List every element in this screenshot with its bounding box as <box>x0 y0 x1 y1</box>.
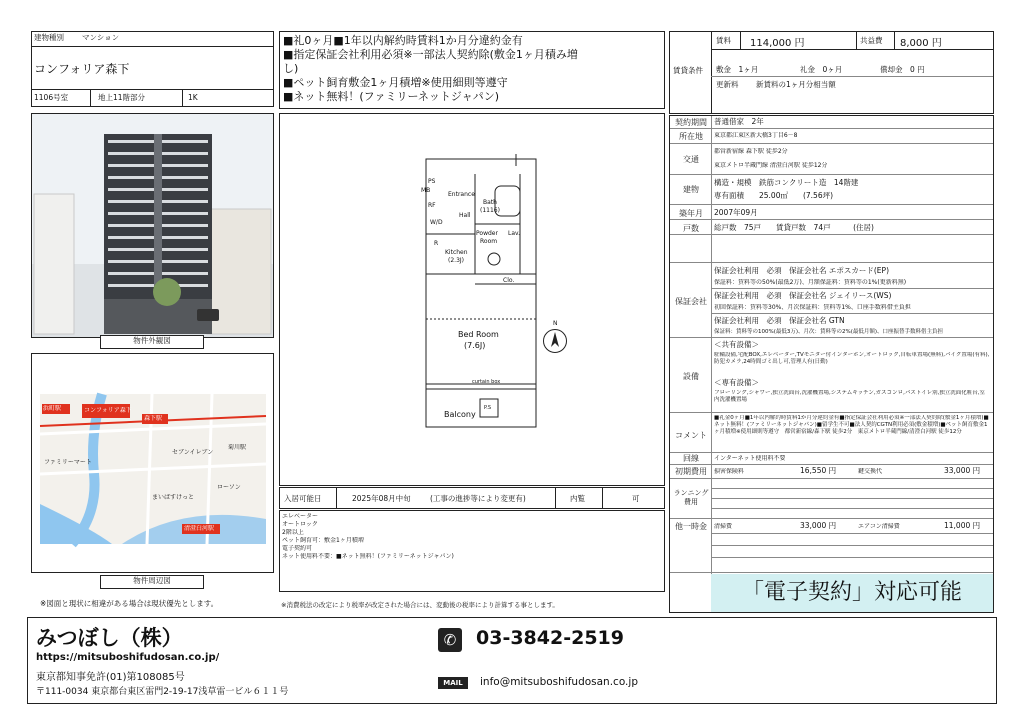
address-value: 東京都江東区新大橋3丁目6－8 <box>714 132 798 139</box>
map-label-kikukawa: 菊川駅 <box>228 444 247 451</box>
built-value: 2007年09月 <box>714 208 758 217</box>
equipment-label: 設備 <box>683 372 699 381</box>
floor-plan <box>279 113 665 486</box>
fp-kitchen: Kitchen <box>445 249 468 256</box>
guarantee-3-note: 保証料：賃料等の100%(最低3万)、月次：賃料等の2%(最低月額)、口座振替手数料借主負担 <box>714 329 944 335</box>
map-label-lawson: ローソン <box>217 484 241 491</box>
fp-r: R <box>434 240 439 247</box>
other-cost-2-value: 11,000 円 <box>944 521 981 530</box>
notice-line-2: ■指定保証会社利用必須※一部法人契約除(敷金1ヶ月積み増 <box>283 48 578 61</box>
north-label: N <box>553 320 558 327</box>
fp-bath-size: (1116) <box>480 207 500 214</box>
fp-rf: RF <box>428 202 436 209</box>
contract-value: 普通借家 2年 <box>714 117 764 126</box>
line-value: インターネット使用料不要 <box>714 455 786 462</box>
tax-note: ※消費税法の改定により税率が改定された場合には、変動後の税率により計算する事とします。 <box>281 601 559 609</box>
structure: 構造・規模 鉄筋コンクリート造 14階建 <box>714 178 859 187</box>
floor-info: 地上11階部分 <box>98 93 146 102</box>
remark-2: オートロック <box>282 521 318 528</box>
phone-icon: ✆ <box>438 628 462 652</box>
amortization: 償却金 0 円 <box>880 65 925 74</box>
area-map[interactable] <box>31 353 274 573</box>
company-address: 〒111-0034 東京都台東区雷門2-19-17浅草雷一ビル６１１号 <box>36 687 289 697</box>
property-header <box>31 31 274 107</box>
guarantee-label: 保証会社 <box>675 297 707 306</box>
notice-line-4: ■ペット飼育敷金1ヶ月積増※使用細則等遵守 <box>283 76 508 89</box>
remark-1: エレベーター <box>282 513 319 520</box>
availability-label: 入居可能日 <box>284 494 322 503</box>
deposit: 敷金 1ヶ月 <box>716 65 759 74</box>
private-equipment-title: ＜専有設備＞ <box>714 378 759 387</box>
fp-kitchen-size: (2.3J) <box>448 257 464 264</box>
rent-conditions <box>669 31 994 114</box>
transport-label: 交通 <box>683 155 699 164</box>
availability-note: (工事の進捗等により変更有) <box>430 494 526 503</box>
availability-date: 2025年08月中旬 <box>352 494 411 503</box>
disclaimer: ※図面と現状に相違がある場合は現状優先とします。 <box>40 599 219 608</box>
fp-mb: MB <box>421 187 431 194</box>
north-arrow-icon <box>543 329 567 353</box>
notice-line-3: し) <box>283 62 299 75</box>
map-label-kiyosumi: 清澄白河駅 <box>184 525 215 532</box>
layout-type: 1K <box>188 93 198 102</box>
line-label: 回線 <box>683 454 699 463</box>
fp-entrance: Entrance <box>448 191 475 198</box>
availability-row <box>279 487 665 509</box>
company-email[interactable]: info@mitsuboshifudosan.co.jp <box>480 676 638 688</box>
fp-bath: Bath <box>483 199 497 206</box>
property-name: コンフォリア森下 <box>34 62 130 76</box>
other-cost-label: 他一時金 <box>675 522 707 531</box>
running-cost-label: ランニング費用 <box>673 489 709 506</box>
fp-bedroom: Bed Room <box>458 330 499 339</box>
guarantee-1: 保証会社利用 必須 保証会社名 エポスカード(EP) <box>714 266 889 275</box>
renewal-value: 新賃料の1ヶ月分相当額 <box>756 80 836 89</box>
fee-label: 共益費 <box>860 36 883 45</box>
remark-3: 2階以上 <box>282 529 304 536</box>
building-type-value: マンション <box>82 33 120 42</box>
contract-label: 契約期間 <box>675 118 707 127</box>
building-label: 建物 <box>683 185 699 194</box>
company-name: みつぼし（株） <box>36 626 183 650</box>
transport-2: 東京メトロ半蔵門線 清澄白河駅 徒歩12分 <box>714 162 828 169</box>
fee-value: 8,000 円 <box>900 38 942 49</box>
notice-box <box>279 31 665 109</box>
shared-equipment: 駐輪設備,宅配BOX,エレベーター,TVモニター付インターホン,オートロック,自転車置場(無料),バイク置場(有料),防犯カメラ,24時間ゴミ出し可,管理人有(日勤) <box>714 352 990 365</box>
guarantee-2-note: 初回保証料：賃料等30%、月次保証料：賃料等1%、口座手数料借主負担 <box>714 304 911 311</box>
remark-6: ネット使用料不要：■ネット無料！(ファミリーネットジャパン) <box>282 553 454 560</box>
map-label-property: コンフォリア森下 <box>84 407 132 414</box>
viewing-label: 内覧 <box>570 494 585 503</box>
fp-room: Room <box>480 238 498 245</box>
transport-1: 都営新宿線 森下駅 徒歩2分 <box>714 148 788 155</box>
notice-line-5: ■ネット無料！(ファミリーネットジャパン) <box>283 90 499 103</box>
fp-lav: Lav. <box>508 230 521 237</box>
map-label-seven: セブンイレブン <box>172 449 214 456</box>
initial-cost-1-name: 損害保険料 <box>714 468 745 475</box>
key-money: 礼金 0ヶ月 <box>800 65 843 74</box>
floor-plan-drawing <box>280 114 664 485</box>
map-caption: 物件周辺図 <box>100 575 204 589</box>
mail-icon: MAIL <box>438 677 468 689</box>
other-cost-1-name: 清掃費 <box>714 523 733 530</box>
guarantee-1-note: 保証料：賃料等の50%(最低2万)、月額保証料：賃料等の1%(更新料無) <box>714 279 907 286</box>
fp-wd: W/D <box>430 219 443 226</box>
conditions-label: 賃貸条件 <box>673 66 703 75</box>
building-illustration <box>32 114 273 337</box>
renewal-label: 更新料 <box>716 80 739 89</box>
built-label: 築年月 <box>679 209 703 218</box>
guarantee-3: 保証会社利用 必須 保証会社名 GTN <box>714 316 845 325</box>
comment-text: ■礼金0ヶ月■1年以内解約時賃料1か月分違約金有■指定保証会社利用必須※一部法人契約除(敷金1ヶ月積増)■ネット無料！(ファミリーネットジャパン)■留学生不可■法人契約CGTN利用必須(敷金積増)■ペット飼育敷金1ヶ月積増※使用細則等遵守 都営新宿線/森下駅 徒歩2分 東京メトロ半蔵門線/清澄白河駅 徒歩12分 <box>714 415 989 435</box>
guarantee-2: 保証会社利用 必須 保証会社名 ジェイリース(WS) <box>714 291 892 300</box>
initial-cost-label: 初期費用 <box>675 467 707 476</box>
address-label: 所在地 <box>679 132 703 141</box>
fp-ps: P.S <box>484 405 491 411</box>
map-label-morishita: 森下駅 <box>144 415 163 422</box>
rent-label: 賃料 <box>716 36 731 45</box>
building-type-label: 建物種別 <box>34 33 64 42</box>
fp-hall: Hall <box>459 212 471 219</box>
company-url[interactable]: https://mitsuboshifudosan.co.jp/ <box>36 652 220 663</box>
units-label: 戸数 <box>683 224 699 233</box>
initial-cost-2-value: 33,000 円 <box>944 466 981 475</box>
footer <box>27 617 997 704</box>
room-number: 1106号室 <box>34 93 69 102</box>
fp-bedroom-size: (7.6J) <box>464 341 486 350</box>
map-label-mybasket: まいばすけっと <box>152 494 195 501</box>
fp-ps-top: PS <box>428 178 436 185</box>
map-label-hamacho: 浜町駅 <box>43 405 62 412</box>
building-photo <box>31 113 274 338</box>
map-label-familymart: ファミリーマート <box>44 459 92 466</box>
fp-powder: Powder <box>476 230 498 237</box>
remark-5: 電子契約可 <box>282 545 313 552</box>
fp-closet: Clo. <box>503 277 515 284</box>
units-value: 総戸数 75戸 賃貸戸数 74戸 (住居) <box>714 223 874 232</box>
remarks-box <box>279 510 665 592</box>
fp-balcony: Balcony <box>444 410 476 419</box>
photo-caption: 物件外観図 <box>100 335 204 349</box>
initial-cost-1-value: 16,550 円 <box>800 466 837 475</box>
other-cost-1-value: 33,000 円 <box>800 521 837 530</box>
comment-label: コメント <box>675 431 707 440</box>
e-contract-banner: 「電子契約」対応可能 <box>711 574 993 612</box>
company-phone[interactable]: 03-3842-2519 <box>476 627 624 649</box>
other-cost-2-name: エアコン清掃費 <box>858 523 900 530</box>
initial-cost-2-name: 鍵交換代 <box>858 468 883 475</box>
remark-4: ペット飼育可：敷金1ヶ月積増 <box>282 537 364 544</box>
fp-curtain-box: curtain box <box>472 379 501 385</box>
private-equipment: フローリング,シャワー,独立洗面台,洗濯機置場,システムキッチン,ガスコンロ,バストイレ別,独立洗面化粧台,室内洗濯機置場 <box>714 390 986 403</box>
shared-equipment-title: ＜共有設備＞ <box>714 340 759 349</box>
rent-value: 114,000 円 <box>750 38 805 49</box>
notice-line-1: ■礼0ヶ月■1年以内解約時賃料1か月分違約金有 <box>283 34 523 47</box>
company-license: 東京都知事免許(01)第108085号 <box>36 672 185 683</box>
floor-area: 専有面積 25.00㎡ (7.56坪) <box>714 191 834 200</box>
viewing-value: 可 <box>632 494 640 503</box>
